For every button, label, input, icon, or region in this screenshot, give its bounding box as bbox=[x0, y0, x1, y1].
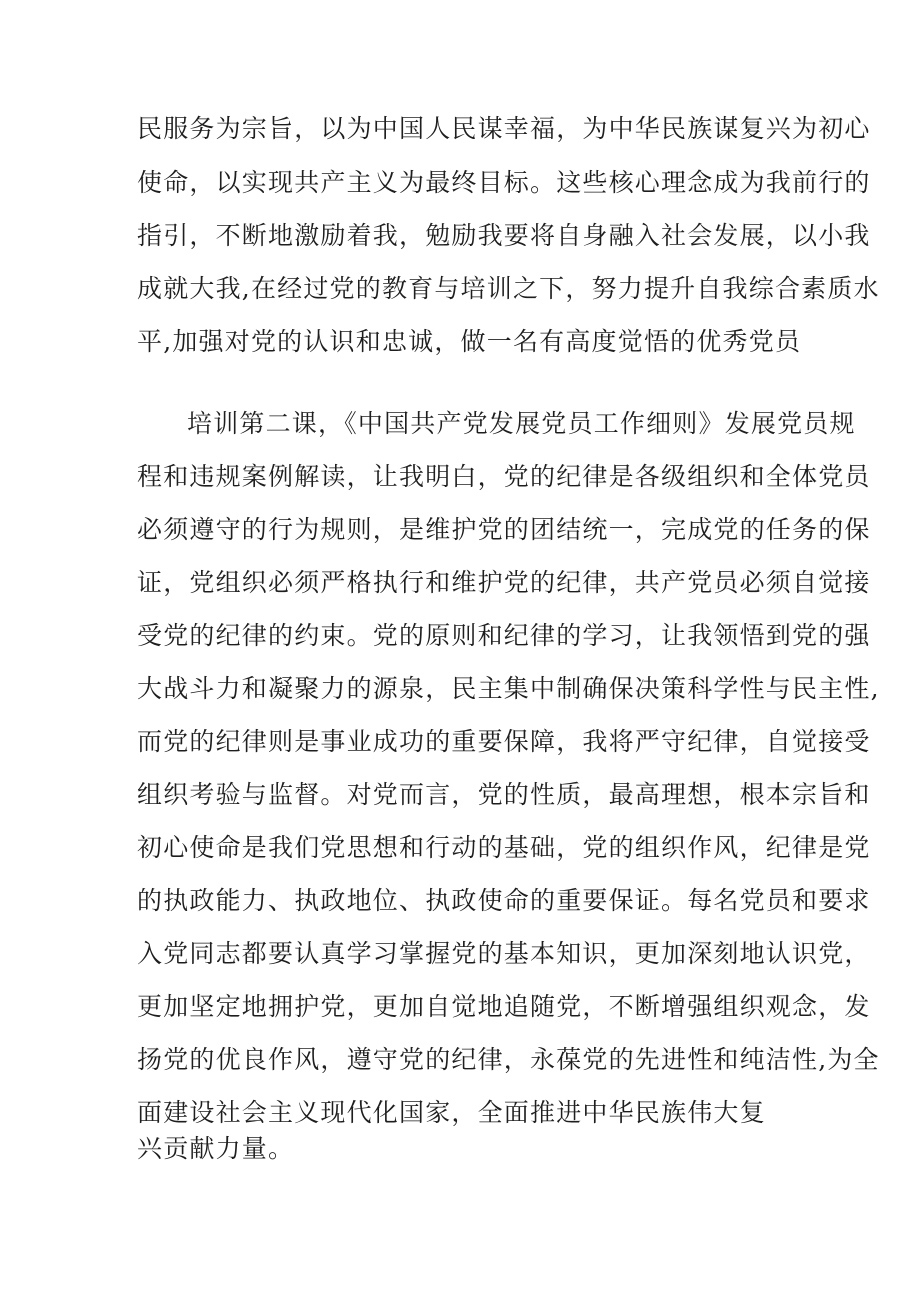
paragraph-2-line-1: 培训第二课，《中国共产党发展党员工作细则》发展党员规 bbox=[187, 409, 856, 438]
paragraph-2-line-7: 而党的纪律则是事业成功的重要保障，我将严守纪律，自觉接受 bbox=[137, 727, 871, 756]
paragraph-2-line-14: 面建设社会主义现代化国家，全面推进中华民族伟大复 bbox=[137, 1098, 766, 1127]
paragraph-1-line-3: 指引，不断地激励着我，勉励我要将自身融入社会发展，以小我 bbox=[137, 221, 871, 250]
paragraph-1-line-1: 民服务为宗旨，以为中国人民谋幸福，为中华民族谋复兴为初心 bbox=[137, 114, 871, 143]
paragraph-1-line-2: 使命，以实现共产主义为最终目标。这些核心理念成为我前行的 bbox=[137, 168, 871, 197]
paragraph-2-line-12: 更加坚定地拥护党，更加自觉地追随党，不断增强组织观念，发 bbox=[137, 992, 871, 1021]
paragraph-2-line-8: 组织考验与监督。对党而言，党的性质，最高理想，根本宗旨和 bbox=[137, 780, 871, 809]
paragraph-2-line-9: 初心使命是我们党思想和行动的基础，党的组织作风，纪律是党 bbox=[137, 833, 871, 862]
paragraph-2-line-6: 大战斗力和凝聚力的源泉，民主集中制确保决策科学性与民主性, bbox=[137, 674, 880, 703]
paragraph-2-line-4: 证，党组织必须严格执行和维护党的纪律，共产党员必须自觉接 bbox=[137, 568, 871, 597]
paragraph-2-line-5: 受党的纪律的约束。党的原则和纪律的学习，让我领悟到党的强 bbox=[137, 621, 871, 650]
paragraph-1-line-4: 成就大我,在经过党的教育与培训之下，努力提升自我综合素质水 bbox=[137, 274, 880, 303]
paragraph-2-line-13: 扬党的优良作风，遵守党的纪律，永葆党的先进性和纯洁性,为全 bbox=[137, 1045, 880, 1074]
paragraph-2-line-11: 入党同志都要认真学习掌握党的基本知识，更加深刻地认识党， bbox=[137, 939, 871, 968]
paragraph-2-line-10: 的执政能力、执政地位、执政使命的重要保证。每名党员和要求 bbox=[137, 886, 871, 915]
paragraph-2-line-15: 兴贡献力量。 bbox=[137, 1134, 295, 1163]
paragraph-2-line-2: 程和违规案例解读，让我明白，党的纪律是各级组织和全体党员 bbox=[137, 462, 871, 491]
paragraph-2-line-3: 必须遵守的行为规则，是维护党的团结统一，完成党的任务的保 bbox=[137, 515, 871, 544]
paragraph-1-line-5: 平,加强对党的认识和忠诚，做一名有高度觉悟的优秀党员 bbox=[137, 327, 802, 356]
